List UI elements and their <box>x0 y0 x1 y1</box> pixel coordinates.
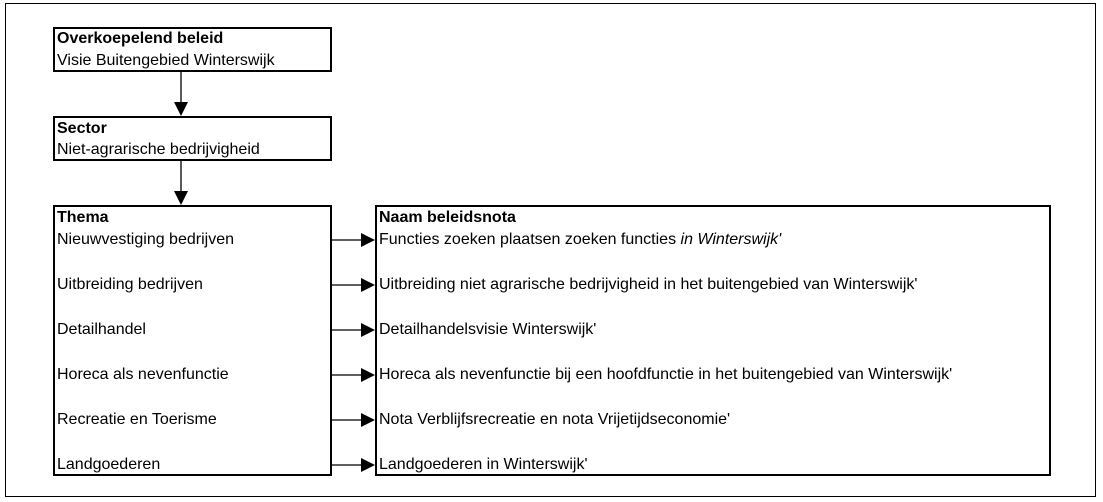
policy-note-item: Horeca als nevenfunctie bij een hoofdfunctie in het buitengebied van Winterswijk' <box>379 366 953 383</box>
arrowhead-right-icon <box>361 458 375 472</box>
policy-note-item: Functies zoeken plaatsen zoeken functies in Winterswijk' <box>379 231 782 248</box>
policy-subtitle: Visie Buitengebied Winterswijk <box>57 52 275 69</box>
policy-note-item: Landgoederen in Winterswijk' <box>379 456 588 473</box>
arrowhead-right-icon <box>361 413 375 427</box>
policy-note-heading: Naam beleidsnota <box>379 209 516 226</box>
arrowhead-down-icon <box>174 102 188 116</box>
policy-heading: Overkoepelend beleid <box>57 30 224 47</box>
arrowhead-right-icon <box>361 323 375 337</box>
theme-item: Horeca als nevenfunctie <box>57 366 229 383</box>
policy-note-item: Uitbreiding niet agrarische bedrijvigheid in het buitengebied van Winterswijk' <box>379 276 918 293</box>
arrowhead-right-icon <box>361 233 375 247</box>
sector-heading: Sector <box>57 120 107 137</box>
arrowhead-right-icon <box>361 368 375 382</box>
arrowhead-right-icon <box>361 278 375 292</box>
theme-item: Nieuwvestiging bedrijven <box>57 231 234 248</box>
sector-subtitle: Niet-agrarische bedrijvigheid <box>57 141 260 158</box>
theme-heading: Thema <box>57 209 109 226</box>
theme-item: Recreatie en Toerisme <box>57 411 217 428</box>
arrowhead-down-icon <box>174 191 188 205</box>
theme-item: Detailhandel <box>57 321 146 338</box>
theme-item: Landgoederen <box>57 456 161 473</box>
theme-item: Uitbreiding bedrijven <box>57 276 203 293</box>
policy-note-item: Detailhandelsvisie Winterswijk' <box>379 321 597 338</box>
policy-note-item: Nota Verblijfsrecreatie en nota Vrijetijdseconomie' <box>379 411 731 428</box>
